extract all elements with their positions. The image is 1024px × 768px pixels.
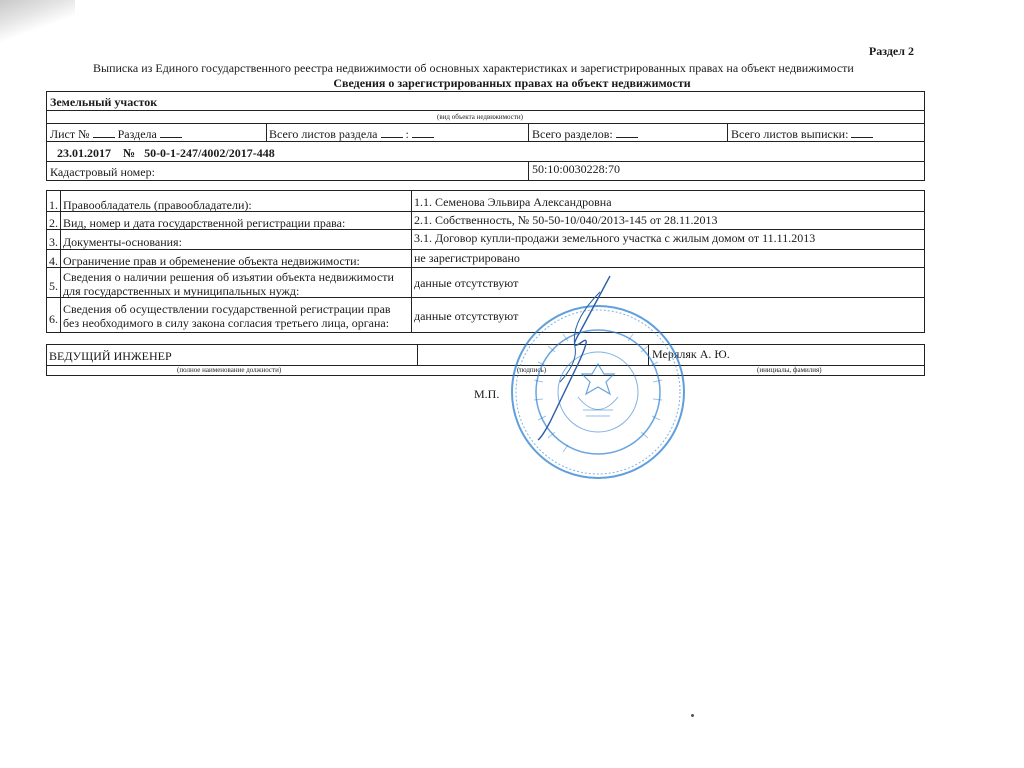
row-number: 3. — [49, 235, 58, 249]
sheet-label: Лист № — [50, 127, 90, 141]
total-sheets-extract-field — [731, 127, 873, 142]
document-title: Выписка из Единого государственного реестра недвижимости об основных характеристиках и зарегистрированных правах на объект недвижимости — [93, 61, 854, 75]
row-value: 1.1. Семенова Эльвира Александровна — [414, 195, 612, 209]
number-sign: № — [123, 146, 136, 160]
position-title: ВЕДУЩИЙ ИНЖЕНЕР — [49, 349, 172, 363]
cadastral-value: 50:10:0030228:70 — [532, 162, 621, 176]
row-number: 1. — [49, 198, 58, 212]
row-label: Документы-основания: — [63, 235, 182, 249]
row-value: 2.1. Собственность, № 50-50-10/040/2013-145 от 28.11.2013 — [414, 213, 718, 227]
extract-date: 23.01.2017 — [57, 146, 111, 160]
rights-table — [46, 190, 925, 333]
signature-caption: (подпись) — [517, 366, 547, 374]
section-of-label: Раздела — [117, 127, 157, 141]
total-sections-label: Всего разделов: — [532, 127, 613, 141]
extract-number: 50-0-1-247/4002/2017-448 — [144, 146, 275, 160]
name-caption: (инициалы, фамилия) — [757, 366, 822, 374]
signer-name: Меряляк А. Ю. — [652, 347, 730, 361]
scan-fold-shadow — [0, 0, 75, 45]
total-sheets-section-field: Всего листов раздела : — [269, 127, 434, 142]
row-number: 5. — [49, 279, 58, 293]
row-value: 3.1. Договор купли-продажи земельного участка с жилым домом от 11.11.2013 — [414, 231, 816, 245]
row-label: для государственных и муниципальных нужд: — [63, 284, 300, 298]
row-label: Вид, номер и дата государственной регистрации права: — [63, 216, 346, 230]
object-info-table — [46, 91, 925, 181]
row-label: Ограничение прав и обременение объекта недвижимости: — [63, 254, 360, 268]
signature-table — [46, 344, 925, 376]
row-number: 2. — [49, 216, 58, 230]
row-label: Сведения о наличии решения об изъятии объекта недвижимости — [63, 270, 394, 284]
total-sections-field — [532, 127, 638, 142]
document-subtitle: Сведения о зарегистрированных правах на объект недвижимости — [333, 76, 691, 90]
row-value: данные отсутствуют — [414, 276, 519, 290]
cadastral-label: Кадастровый номер: — [50, 165, 155, 179]
row-number: 6. — [49, 312, 58, 326]
handwritten-signature — [520, 272, 620, 442]
row-label: без необходимого в силу закона согласия третьего лица, органа: — [63, 316, 390, 330]
registry-entry — [57, 146, 275, 161]
row-label: Правообладатель (правообладатели): — [63, 198, 252, 212]
row-value: данные отсутствуют — [414, 309, 519, 323]
row-number: 4. — [49, 254, 58, 268]
total-sheets-section-label: Всего листов раздела — [269, 127, 378, 141]
row-label: Сведения об осуществлении государственной регистрации прав — [63, 302, 391, 316]
sheet-number-field — [50, 127, 182, 142]
object-type: Земельный участок — [50, 95, 158, 109]
scan-speck — [691, 714, 694, 717]
section-label: Раздел 2 — [868, 44, 914, 58]
object-type-caption: (вид объекта недвижимости) — [437, 113, 523, 121]
total-sheets-extract-label: Всего листов выписки: — [731, 127, 849, 141]
position-caption: (полное наименование должности) — [177, 366, 282, 374]
row-value: не зарегистрировано — [414, 251, 520, 265]
seal-label: М.П. — [474, 387, 500, 401]
